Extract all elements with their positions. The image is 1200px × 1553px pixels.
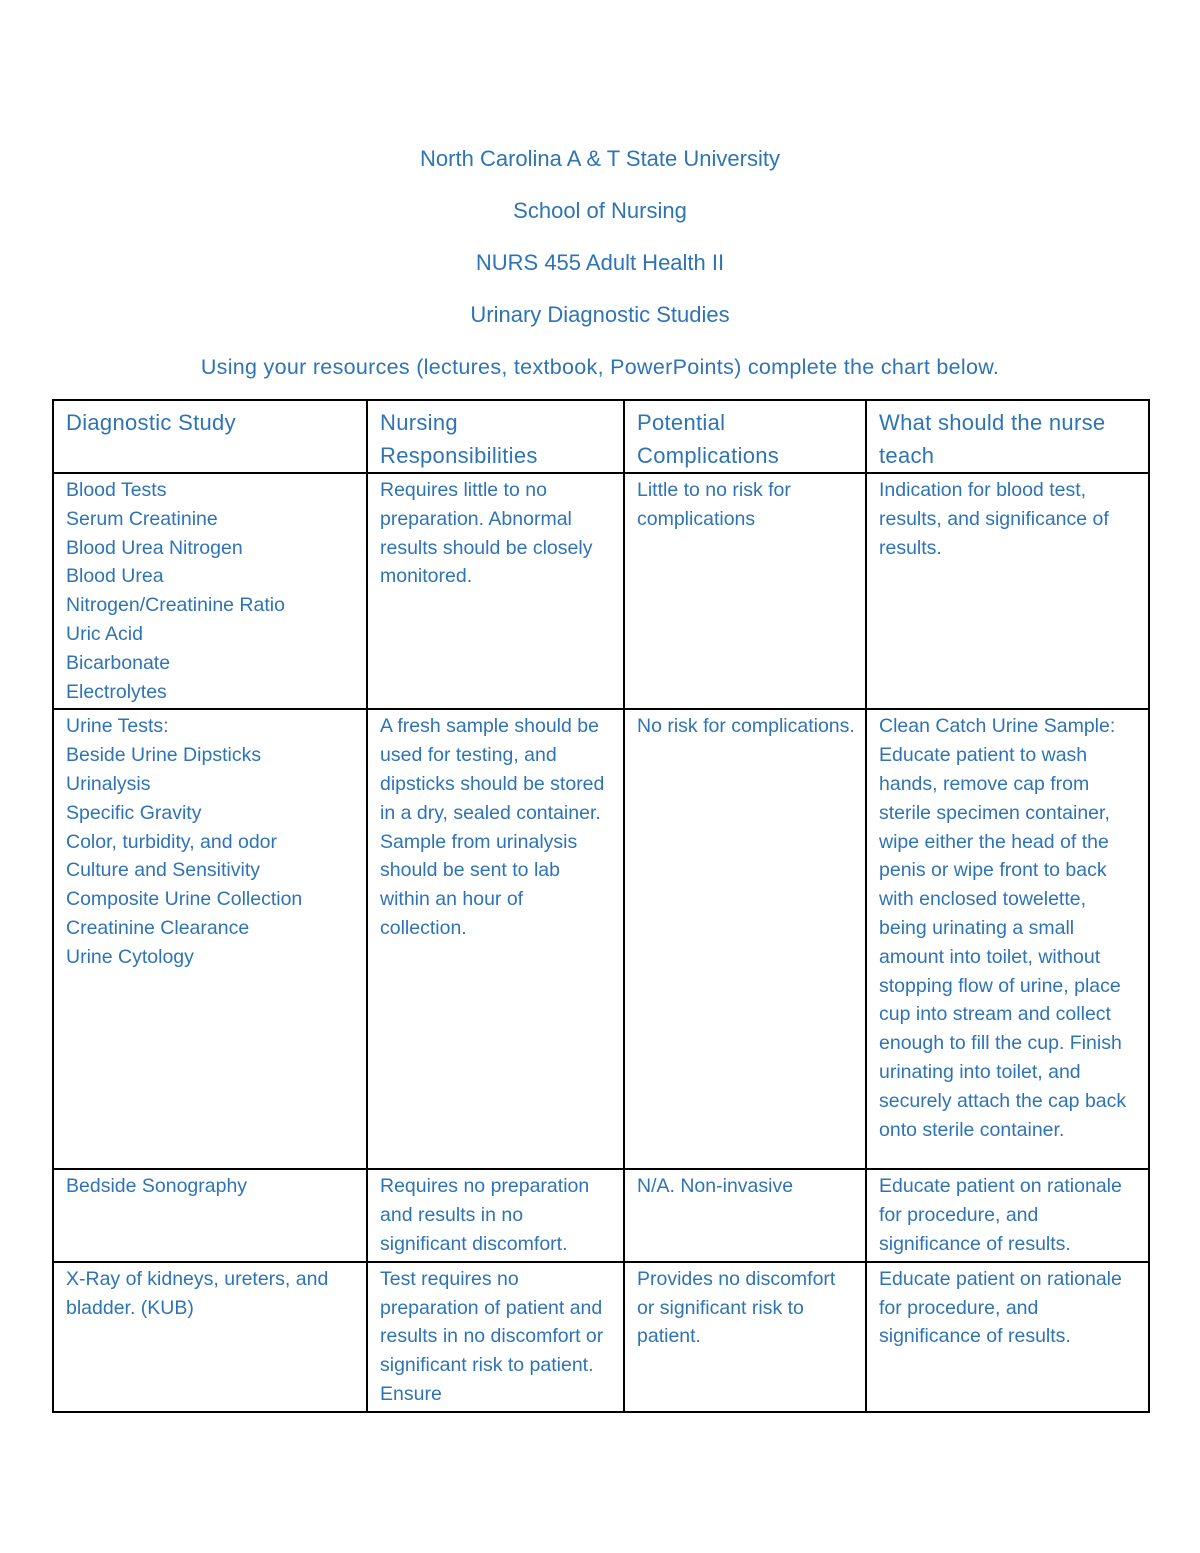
cell-potential-complications: Provides no discomfort or significant risk to patient. [624,1262,866,1412]
table-row [53,709,1149,1169]
study-item: Creatinine Clearance [66,916,250,939]
instructions: Using your resources (lectures, textbook, PowerPoints) complete the chart below. [200,355,1000,379]
study-item: Urinalysis [66,772,151,795]
study-item: Electrolytes [66,680,167,703]
study-item: Urine Tests: [66,715,169,738]
course-title: NURS 455 Adult Health II [475,250,725,275]
study-item: Composite Urine Collection [66,888,303,911]
header-nurse-teach: What should the nurse teach [866,400,1149,473]
header-potential-complications: Potential Complications [624,400,866,473]
study-item: Urine Cytology [66,945,194,968]
document-header [0,142,1200,402]
study-item: Blood Urea Nitrogen [66,536,243,559]
cell-nursing-responsibilities [367,709,624,1169]
university-name: North Carolina A & T State University [420,146,780,171]
study-item: Specific Gravity [66,801,202,824]
study-item: Uric Acid [66,622,143,645]
topic-title: Urinary Diagnostic Studies [470,302,730,327]
cell-nurse-teach: Educate patient on rationale for procedure, and significance of results. [866,1169,1149,1261]
school-name: School of Nursing [513,198,687,223]
responsibility-paragraph: Sample from urinalysis should be sent to lab within an hour of collection. [380,830,578,939]
cell-diagnostic-study: X-Ray of kidneys, ureters, and bladder. (KUB) [53,1262,367,1412]
header-nursing-responsibilities: Nursing Responsibilities [367,400,624,473]
table-row [53,1262,1149,1412]
responsibility-paragraph: A fresh sample should be used for testing, and dipsticks should be stored in a dry, sealed container. [380,715,605,824]
study-item: Bicarbonate [66,651,171,674]
study-item: Blood Urea [66,565,164,588]
study-item: Blood Tests [66,479,167,501]
table-row [53,473,1149,709]
cell-nursing-responsibilities: Requires little to no preparation. Abnormal results should be closely monitored. [367,473,624,709]
diagnostic-studies-table [52,399,1150,1413]
study-item: Beside Urine Dipsticks [66,744,262,767]
cell-diagnostic-study [53,473,367,709]
cell-diagnostic-study [53,709,367,1169]
study-item: Nitrogen/Creatinine Ratio [66,594,285,617]
cell-nurse-teach: Indication for blood test, results, and significance of results. [866,473,1149,709]
table-row [53,1169,1149,1261]
study-item: Culture and Sensitivity [66,859,261,882]
cell-nurse-teach: Clean Catch Urine Sample: Educate patient to wash hands, remove cap from sterile specimen container, wipe either the head of the penis or wipe front to back with enclosed towelette, being urinating a small amount into toilet, without stopping flow of urine, place cup into stream and collect enough to fill the cup. Finish urinating into toilet, and securely attach the cap back onto sterile container. [866,709,1149,1169]
cell-nursing-responsibilities: Test requires no preparation of patient and results in no discomfort or significant risk to patient. Ensure [367,1262,624,1412]
cell-potential-complications: No risk for complications. [624,709,866,1169]
study-item: Serum Creatinine [66,507,218,530]
table-header-row [53,400,1149,473]
study-item: Color, turbidity, and odor [66,830,278,853]
cell-diagnostic-study: Bedside Sonography [53,1169,367,1261]
cell-nursing-responsibilities: Requires no preparation and results in no significant discomfort. [367,1169,624,1261]
cell-potential-complications: N/A. Non-invasive [624,1169,866,1261]
header-diagnostic-study: Diagnostic Study [53,400,367,473]
cell-potential-complications: Little to no risk for complications [624,473,866,709]
cell-nurse-teach: Educate patient on rationale for procedure, and significance of results. [866,1262,1149,1412]
